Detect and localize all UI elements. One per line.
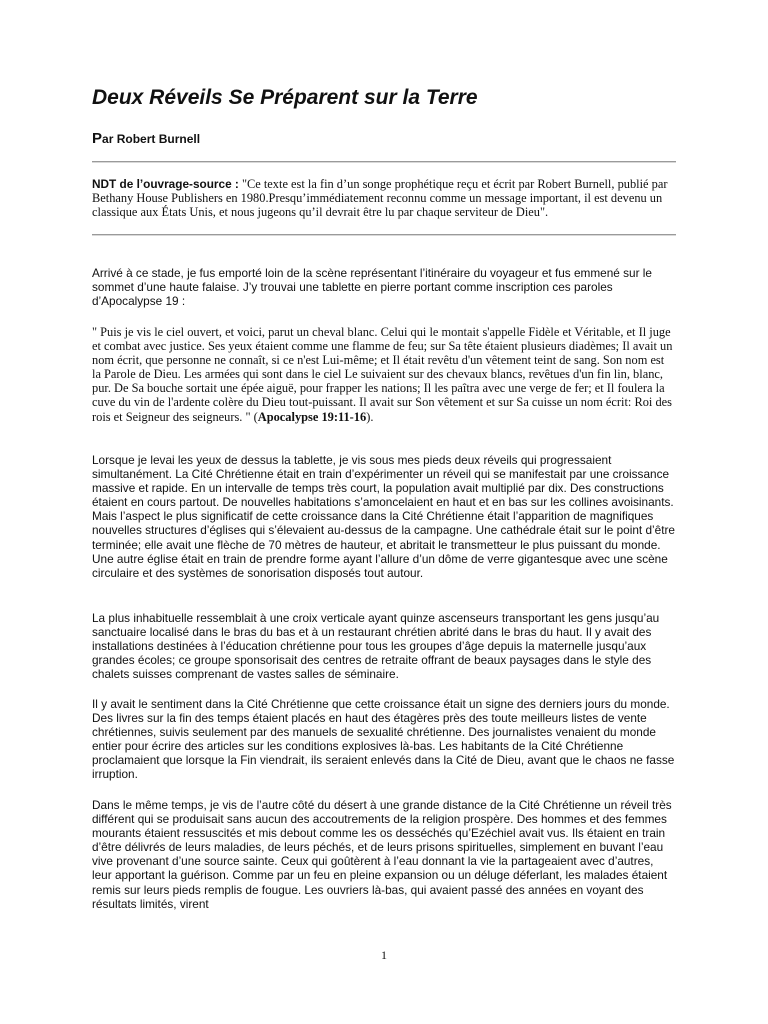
divider-bottom: [92, 234, 676, 236]
quote-reference: Apocalypse 19:11-16: [257, 409, 367, 424]
byline-initial: P: [92, 130, 103, 147]
paragraph-2: Lorsque je levai les yeux de dessus la tablette, je vis sous mes pieds deux réveils qui progressaient simultanément. La Cité Chrétienne était en train d’expérimenter un réveil qui se manifestait par une croissance massive et rapide. En un intervalle de temps très court, la population avait multiplié par dix. Des constructions étaient en cours partout. De nouvelles habitations s’amoncelaient en haut et en bas sur les collines avoisinants. Mais l’aspect le plus significatif de cette croissance dans la Cité Chrétienne était l’apparition de magnifiques nouvelles structures d’églises qui s’élevaient au-dessus de la campagne. Une cathédrale était sur le point d’être terminée; elle avait une flèche de 70 mètres de hauteur, et abritait le transmetteur le plus puissant du monde. Une autre église était en train de prendre forme ayant l’allure d’un dôme de verre gigantesque avec une scène circulaire et des systèmes de sonorisation disposés tout autour.: [92, 453, 675, 580]
paragraph-4: Il y avait le sentiment dans la Cité Chrétienne que cette croissance était un signe des derniers jours du monde. Des livres sur la fin des temps étaient placés en haut des étagères près des toute meilleurs listes de vente chrétiennes, suivis seulement par des manuels de sexualité chrétienne. Des journalistes venaient du monde entier pour écrire des articles sur les conditions explosives là-bas. Les habitants de la Cité Chrétienne proclamaient que lorsque la Fin viendrait, ils seraient enlevés dans la Cité de Dieu, avant que le chaos ne fasse irruption.: [92, 697, 675, 782]
ndt-note: [92, 177, 676, 220]
byline-author: ar Robert Burnell: [102, 132, 201, 146]
scripture-quote: [92, 325, 676, 424]
ndt-label: NDT de l’ouvrage-source :: [92, 177, 239, 191]
divider-top: [92, 161, 676, 163]
document-title: Deux Réveils Se Préparent sur la Terre: [92, 86, 478, 109]
quote-end: ).: [366, 409, 374, 424]
paragraph-1: Arrivé à ce stade, je fus emporté loin de la scène représentant l’itinéraire du voyageur et fus emmené sur le sommet d’une haute falaise. J’y trouvai une tablette en pierre portant comme inscription ces paroles d’Apocalypse 19 :: [92, 266, 652, 309]
page-number: 1: [381, 948, 387, 962]
byline: [92, 130, 200, 147]
quote-text: " Puis je vis le ciel ouvert, et voici, parut un cheval blanc. Celui qui le montait s'appelle Fidèle et Véritable, et Il juge et combat avec justice. Ses yeux étaient comme une flamme de feu; sur Sa tête étaient plusieurs diadèmes; Il avait un nom écrit, que personne ne connaît, si ce n'est Lui-même; et Il était revêtu d'un vêtement teint de sang. Son nom est la Parole de Dieu. Les armées qui sont dans le ciel Le suivaient sur des chevaux blancs, revêtues d'un fin lin, blanc, pur. De Sa bouche sortait une épée aiguë, pour frapper les nations; Il les paîtra avec une verge de fer; et Il foulera la cuve du vin de l'ardente colère du Dieu tout-puissant. Il avait sur Son vêtement et sur Sa cuisse un nom écrit: Roi des rois et Seigneur des seigneurs. " (: [92, 325, 673, 424]
ndt-text: "Ce texte est la fin d’un songe prophétique reçu et écrit par Robert Burnell, publié par Bethany House Publishers en 1980.Presqu’immédiatement reconnu comme un message important, il est devenu un classique aux États Unis, et nous jugeons qu’il devrait être lu par chaque serviteur de Dieu".: [92, 177, 668, 220]
paragraph-5: Dans le même temps, je vis de l’autre côté du désert à une grande distance de la Cité Chrétienne un réveil très différent qui se produisait sans aucun des accoutrements de la religion prospère. Des hommes et des femmes mourants étaient ressuscités et mis debout comme les os desséchés qu’Ezéchiel avait vus. Ils étaient en train d’être délivrés de leurs maladies, de leurs péchés, et de leurs prisons spirituelles, simplement en buvant l’eau vive provenant d’une source sainte. Ceux qui goûtèrent à l’eau donnant la vie la partageaient avec d’autres, leur apportant la guérison. Comme par un feu en pleine expansion ou un déluge déferlant, les malades étaient remis sur leurs pieds remplis de fougue. Les ouvriers là-bas, qui avaient passé des années en voyant des résultats limités, virent: [92, 798, 672, 911]
paragraph-3: La plus inhabituelle ressemblait à une croix verticale ayant quinze ascenseurs transportant les gens jusqu’au sanctuaire localisé dans le bras du bas et à un restaurant chrétien abrité dans le bras du haut. Il y avait des installations destinées à l’éducation chrétienne pour tous les groupes d’âge depuis la maternelle jusqu’aux grandes écoles; ce groupe sponsorisait des centres de retraite offrant de beaux paysages dans le style des chalets suisses comprenant de vastes salles de séminaire.: [92, 611, 660, 682]
